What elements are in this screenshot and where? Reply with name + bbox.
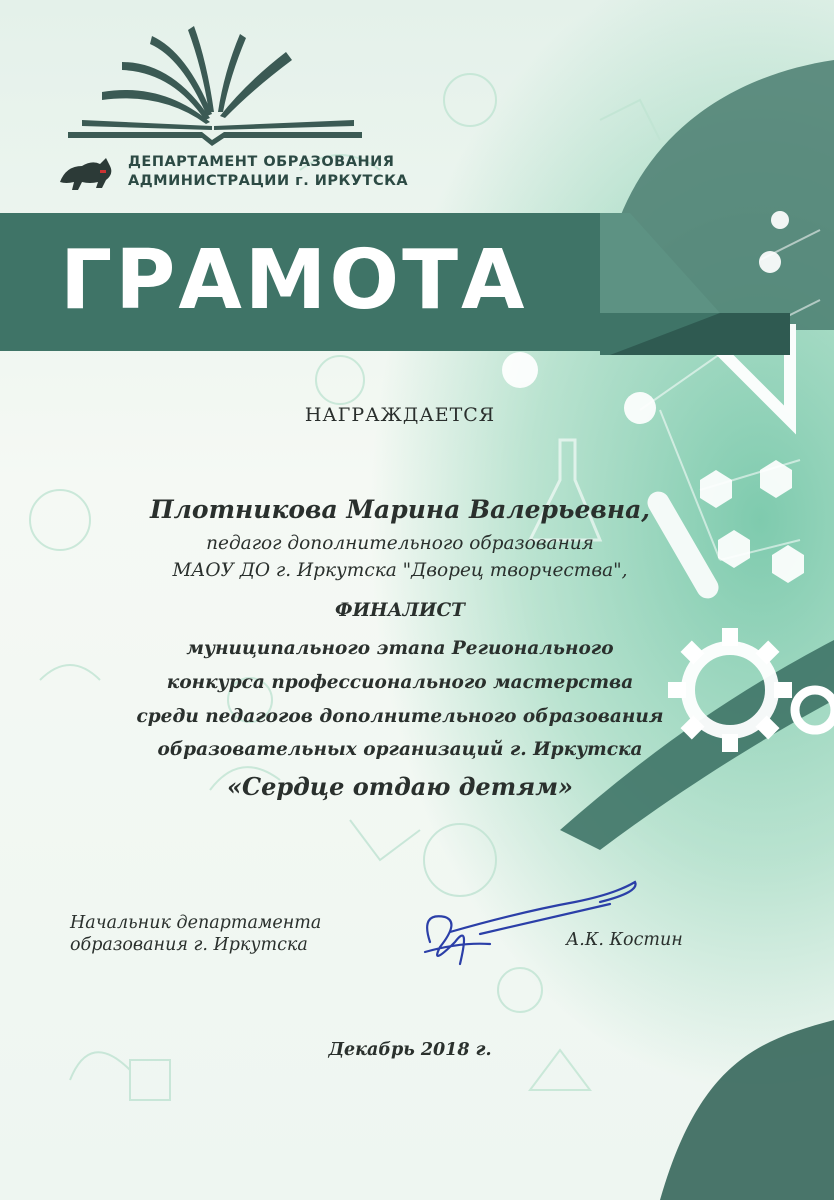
signer-title-line-1: Начальник департамента xyxy=(70,913,322,933)
background-bottom-arc xyxy=(660,1020,834,1200)
open-book-icon xyxy=(62,22,382,152)
signer-title xyxy=(70,912,390,956)
awarded-label: НАГРАЖДАЕТСЯ xyxy=(304,404,496,426)
banner-fold xyxy=(600,213,790,355)
issue-date: Декабрь 2018 г. xyxy=(328,1040,492,1060)
status-label: ФИНАЛИСТ xyxy=(335,600,465,621)
description-line-3: среди педагогов дополнительного образования xyxy=(136,706,664,727)
department-name xyxy=(128,153,428,191)
signer-title-line-2: образования г. Иркутска xyxy=(70,935,308,955)
certificate-title: ГРАМОТА xyxy=(60,233,528,328)
position-line-2: МАОУ ДО г. Иркутска "Дворец творчества", xyxy=(172,560,628,581)
position-line-1: педагог дополнительного образования xyxy=(206,533,594,554)
signer-name: А.К. Костин xyxy=(566,930,683,950)
description-line-1: муниципального этапа Регионального xyxy=(186,638,614,659)
description-line-4: образовательных организаций г. Иркутска xyxy=(157,739,643,760)
recipient-name: Плотникова Марина Валерьевна, xyxy=(150,495,650,524)
department-line-2: АДМИНИСТРАЦИИ г. ИРКУТСКА xyxy=(128,173,409,189)
contest-name: «Сердце отдаю детям» xyxy=(226,772,574,801)
flask-icon xyxy=(530,440,600,540)
handwritten-signature xyxy=(400,872,650,982)
description-line-2: конкурса профессионального мастерства xyxy=(166,672,634,693)
irkutsk-babr-icon xyxy=(56,152,116,194)
department-line-1: ДЕПАРТАМЕНТ ОБРАЗОВАНИЯ xyxy=(128,154,395,170)
